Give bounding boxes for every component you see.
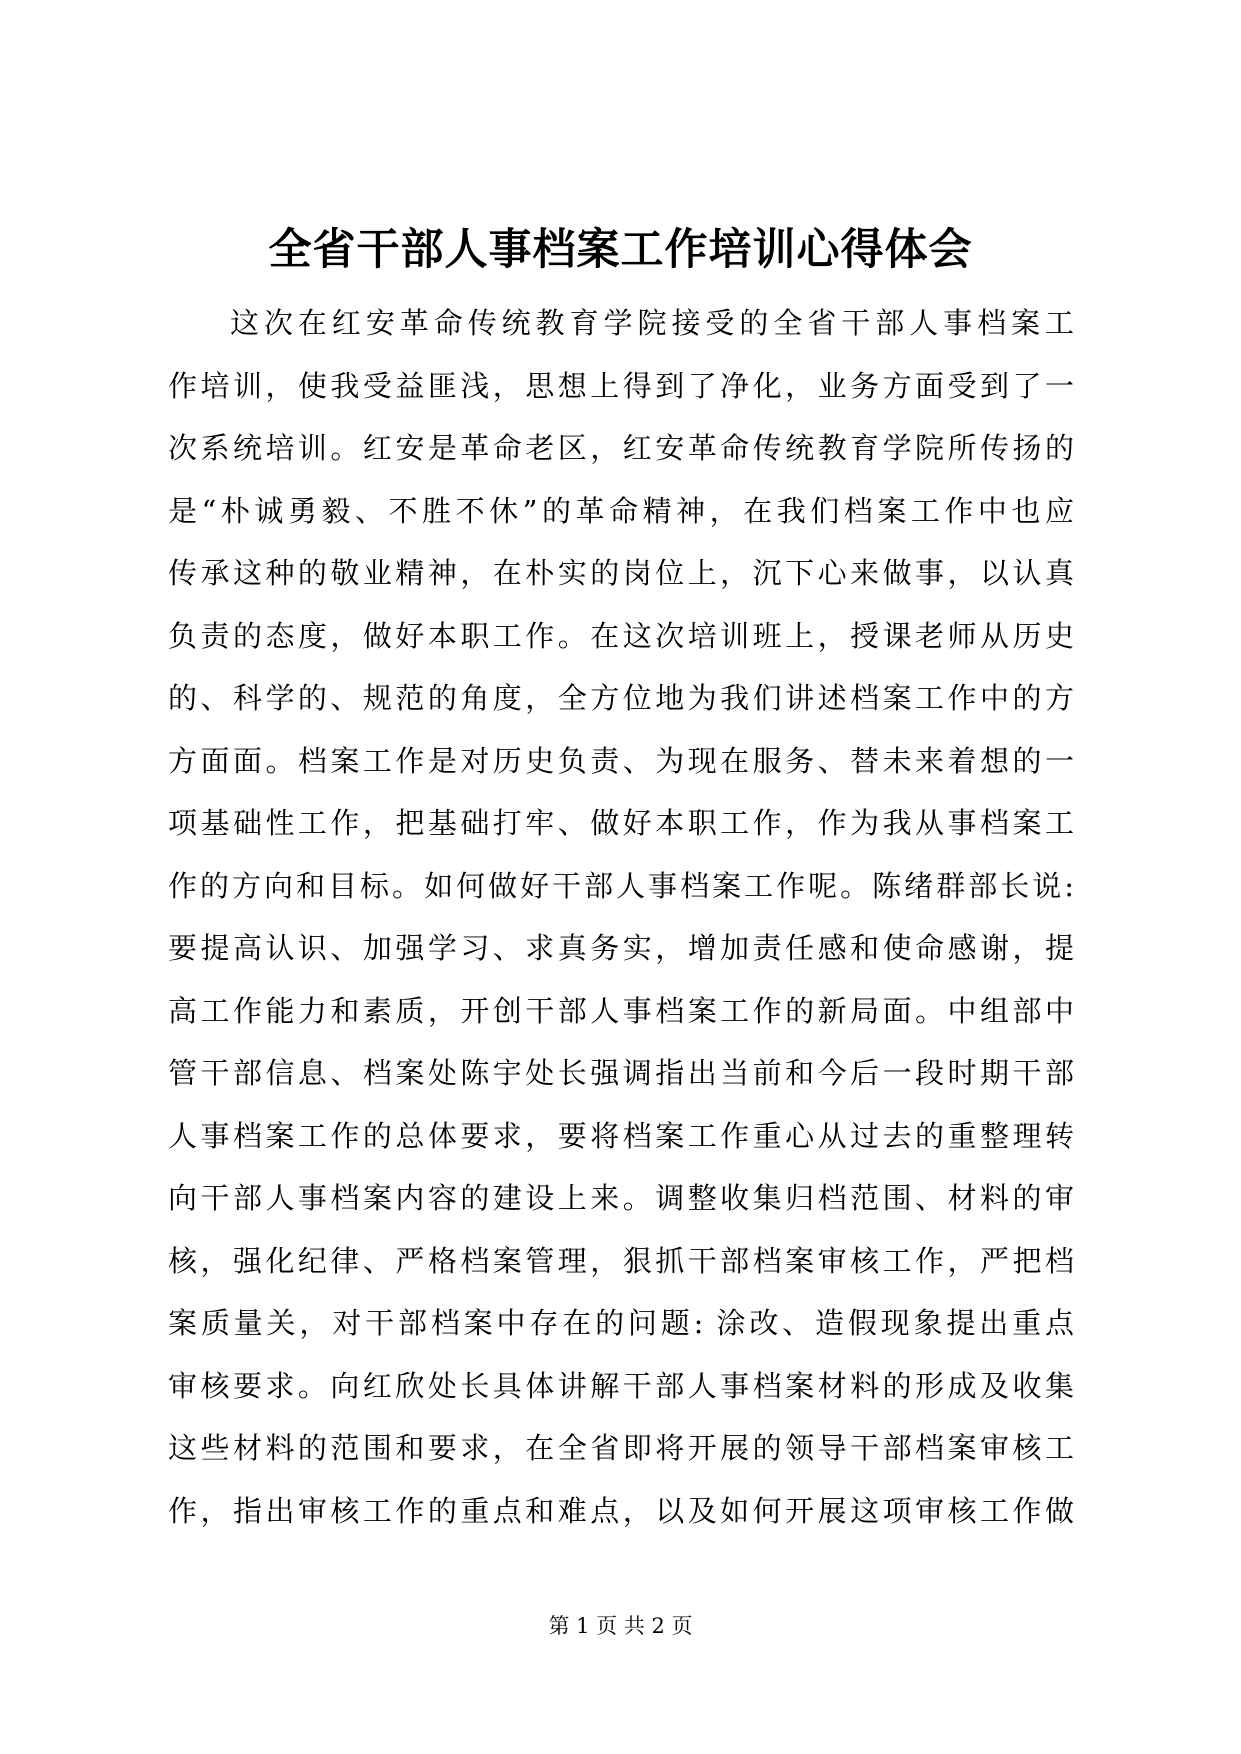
body-line: 这次在红安革命传统教育学院接受的全省干部人事档案工: [230, 306, 1074, 340]
body-line: 作的方向和目标。如何做好干部人事档案工作呢。陈绪群部长说:: [168, 868, 1074, 903]
body-line: 管干部信息、档案处陈宇处长强调指出当前和今后一段时期干部: [168, 1056, 1074, 1090]
body-line: 要提高认识、加强学习、求真务实，增加责任感和使命感谢，提: [168, 931, 1074, 965]
body-line: 传承这种的敬业精神，在朴实的岗位上，沉下心来做事，以认真: [168, 556, 1074, 590]
document-title: 全省干部人事档案工作培训心得体会: [268, 225, 973, 275]
body-line: 次系统培训。红安是革命老区，红安革命传统教育学院所传扬的: [168, 431, 1074, 465]
body-line: 向干部人事档案内容的建设上来。调整收集归档范围、材料的审: [168, 1181, 1074, 1215]
body-line: 案质量关，对干部档案中存在的问题: 涂改、造假现象提出重点: [168, 1306, 1074, 1340]
body-line: 审核要求。向红欣处长具体讲解干部人事档案材料的形成及收集: [168, 1368, 1074, 1403]
body-line: 负责的态度，做好本职工作。在这次培训班上，授课老师从历史: [168, 618, 1074, 653]
body-line: 人事档案工作的总体要求，要将档案工作重心从过去的重整理转: [168, 1118, 1074, 1153]
page-number-footer: 第 1 页 共 2 页: [548, 1614, 693, 1638]
body-line: 作，指出审核工作的重点和难点，以及如何开展这项审核工作做: [168, 1493, 1074, 1528]
body-line: 高工作能力和素质，开创干部人事档案工作的新局面。中组部中: [168, 993, 1074, 1028]
body-line: 项基础性工作，把基础打牢、做好本职工作，作为我从事档案工: [168, 806, 1074, 840]
body-line: 方面面。档案工作是对历史负责、为现在服务、替未来着想的一: [168, 743, 1074, 778]
body-line: 作培训，使我受益匪浅，思想上得到了净化，业务方面受到了一: [168, 368, 1074, 403]
body-line: 的、科学的、规范的角度，全方位地为我们讲述档案工作中的方: [168, 681, 1074, 715]
body-line: 核，强化纪律、严格档案管理，狠抓干部档案审核工作，严把档: [168, 1243, 1074, 1278]
body-line: 是“朴诚勇毅、不胜不休”的革命精神，在我们档案工作中也应: [168, 493, 1074, 528]
body-line: 这些材料的范围和要求，在全省即将开展的领导干部档案审核工: [168, 1431, 1074, 1465]
document-body: [168, 292, 1074, 1542]
